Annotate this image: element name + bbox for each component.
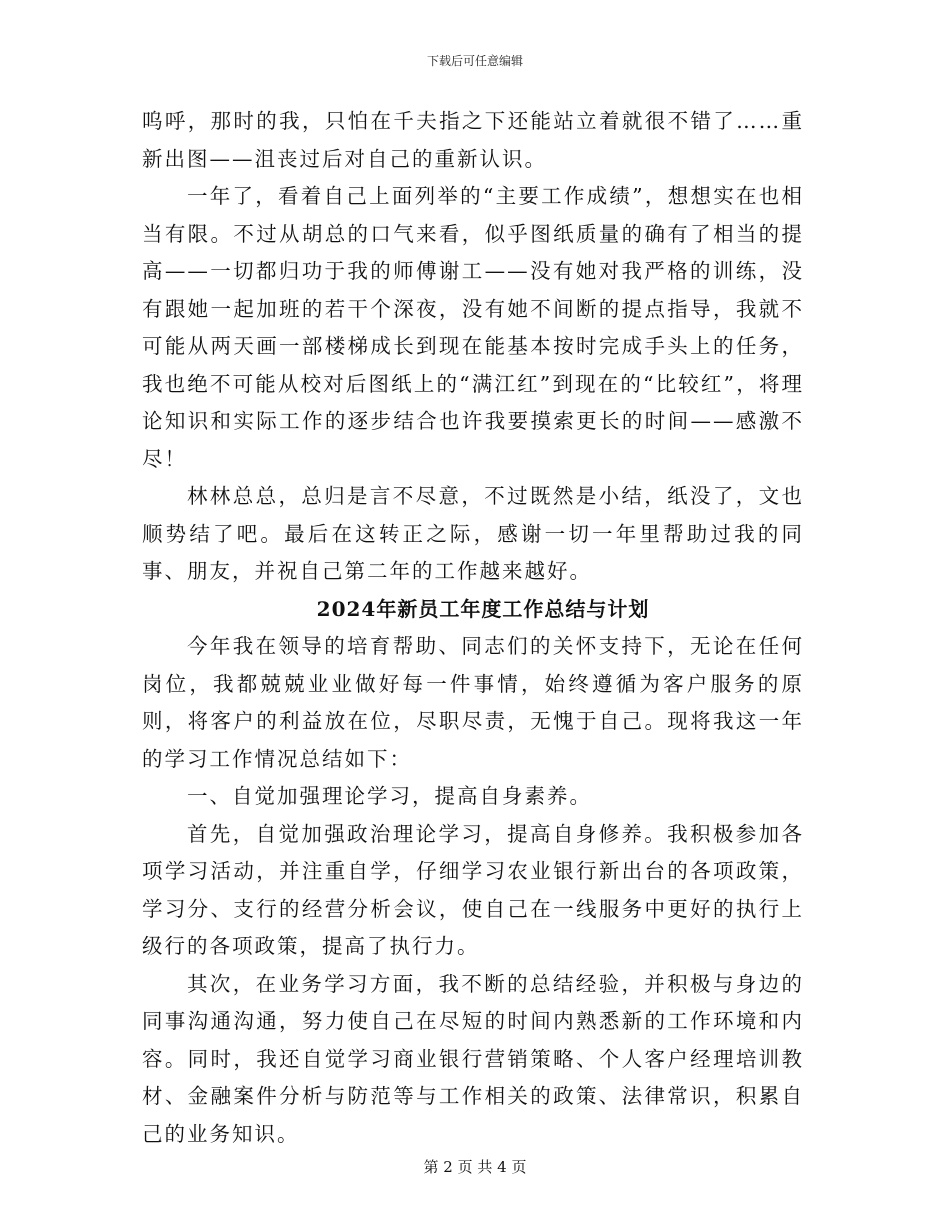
- paragraph-business-study: 其次，在业务学习方面，我不断的总结经验，并积极与身边的同事沟通沟通，努力使自己在尽短的时间内熟悉新的工作环境和内容。同时，我还自觉学习商业银行营销策略、个人客户经理培训教材、金融案件分析与防范等与工作相关的政策、法律常识，积累自己的业务知识。: [142, 971, 804, 1146]
- paragraph-opening: 今年我在领导的培育帮助、同志们的关怀支持下，无论在任何岗位，我都兢兢业业做好每一件事情，始终遵循为客户服务的原则，将客户的利益放在位，尽职尽责，无愧于自己。现将我这一年的学习工作情况总结如下：: [142, 634, 804, 771]
- document-title: 2024年新员工年度工作总结与计划: [316, 596, 650, 621]
- document-body: [142, 103, 804, 1153]
- paragraph-theory-study: 首先，自觉加强政治理论学习，提高自身修养。我积极参加各项学习活动，并注重自学，仔细学习农业银行新出台的各项政策，学习分、支行的经营分析会议，使自己在一线服务中更好的执行上级行的各项政策，提高了执行力。: [142, 821, 804, 958]
- paragraph-closing: 林林总总，总归是言不尽意，不过既然是小结，纸没了，文也顺势结了吧。最后在这转正之际，感谢一切一年里帮助过我的同事、朋友，并祝自己第二年的工作越来越好。: [142, 484, 804, 583]
- page-header: 下载后可任意编辑: [426, 54, 523, 68]
- page-number-footer: 第 2 页 共 4 页: [423, 1158, 527, 1176]
- paragraph-intro-continuation: 呜呼，那时的我，只怕在千夫指之下还能站立着就很不错了……重新出图——沮丧过后对自己的重新认识。: [142, 109, 804, 171]
- paragraph-gratitude: 一年了，看着自己上面列举的“主要工作成绩”，想想实在也相当有限。不过从胡总的口气来看，似乎图纸质量的确有了相当的提高——一切都归功于我的师傅谢工——没有她对我严格的训练，没有跟她一起加班的若干个深夜，没有她不间断的提点指导，我就不可能从两天画一部楼梯成长到现在能基本按时完成手头上的任务，我也绝不可能从校对后图纸上的“满江红”到现在的“比较红”，将理论知识和实际工作的逐步结合也许我要摸索更长的时间——感激不尽！: [142, 184, 804, 471]
- section-heading-1: 一、自觉加强理论学习，提高自身素养。: [187, 784, 592, 808]
